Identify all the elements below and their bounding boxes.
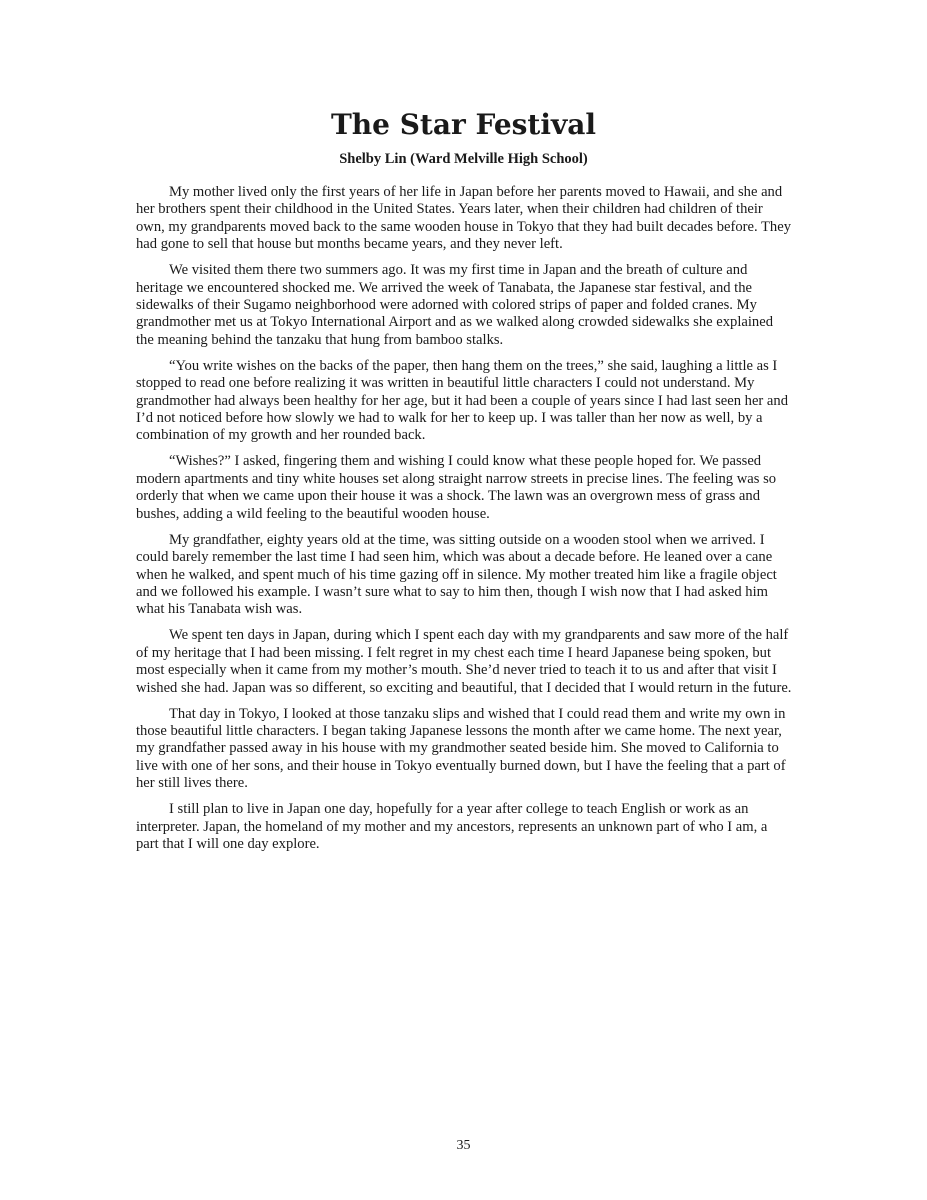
paragraph: We visited them there two summers ago. It was my first time in Japan and the breath of culture and heritage we encountered shocked me. We arrived the week of Tanabata, the Japanese star festival, and the sidewalks of their Sugamo neighborhood were adorned with colored strips of paper and folded cranes. My grandmother met us at Tokyo International Airport and as we walked along crowded sidewalks she explained the meaning behind the tanzaku that hung from bamboo stalks. bbox=[136, 262, 774, 348]
paragraph: “You write wishes on the backs of the paper, then hang them on the trees,” she said, laughing a little as I stopped to read one before realizing it was written in beautiful little characters I could not understand. My grandmother had always been healthy for her age, but it had been a couple of years since I had last seen her and I’d not noticed before how slowly we had to walk for her to keep up. I was taller than her now as well, by a combination of my growth and her rounded back. bbox=[136, 357, 789, 444]
paragraph: That day in Tokyo, I looked at those tanzaku slips and wished that I could read them and write my own in those beautiful little characters. I began taking Japanese lessons the month after we came home. The next year, my grandfather passed away in his house with my grandmother seated beside him. She moved to California to live with one of her sons, and their house in Tokyo eventually burned down, but I have the feeling that a part of her still lives there. bbox=[136, 705, 786, 792]
paragraph: We spent ten days in Japan, during which I spent each day with my grandparents and saw more of the half of my heritage that I had been missing. I felt regret in my chest each time I heard Japanese being spoken, but most especially when it came from my mother’s mouth. She’d never tried to teach it to us and after that visit I wished she had. Japan was so different, so exciting and beautiful, that I decided that I would return in the future. bbox=[136, 627, 792, 696]
essay-body bbox=[136, 184, 792, 862]
page-title: The Star Festival bbox=[330, 108, 597, 141]
paragraph: My grandfather, eighty years old at the time, was sitting outside on a wooden stool when we arrived. I could barely remember the last time I had seen him, which was about a decade before. He leaned over a cane when he walked, and spent much of his time gazing off in silence. My mother treated him like a fragile object and we followed his example. I wasn’t sure what to say to him then, though I wish now that I had asked him what his Tanabata wish was. bbox=[136, 531, 777, 618]
paragraph: I still plan to live in Japan one day, hopefully for a year after college to teach English or work as an interpreter. Japan, the homeland of my mother and my ancestors, represents an unknown part of who I am, a part that I will one day explore. bbox=[136, 801, 768, 852]
paragraph: “Wishes?” I asked, fingering them and wishing I could know what these people hoped for. We passed modern apartments and tiny white houses set along straight narrow streets in precise lines. The feeling was so orderly that when we came upon their house it was a shock. The lawn was an overgrown mess of grass and bushes, adding a wild feeling to the beautiful wooden house. bbox=[136, 453, 777, 522]
page-number: 35 bbox=[456, 1138, 471, 1153]
author-byline: Shelby Lin (Ward Melville High School) bbox=[339, 151, 588, 167]
paragraph: My mother lived only the first years of her life in Japan before her parents moved to Hawaii, and she and her brothers spent their childhood in the United States. Years later, when their children had children of their own, my grandparents moved back to the same wooden house in Tokyo that they had built decades before. They had gone to sell that house but months became years, and they never left. bbox=[136, 184, 791, 253]
